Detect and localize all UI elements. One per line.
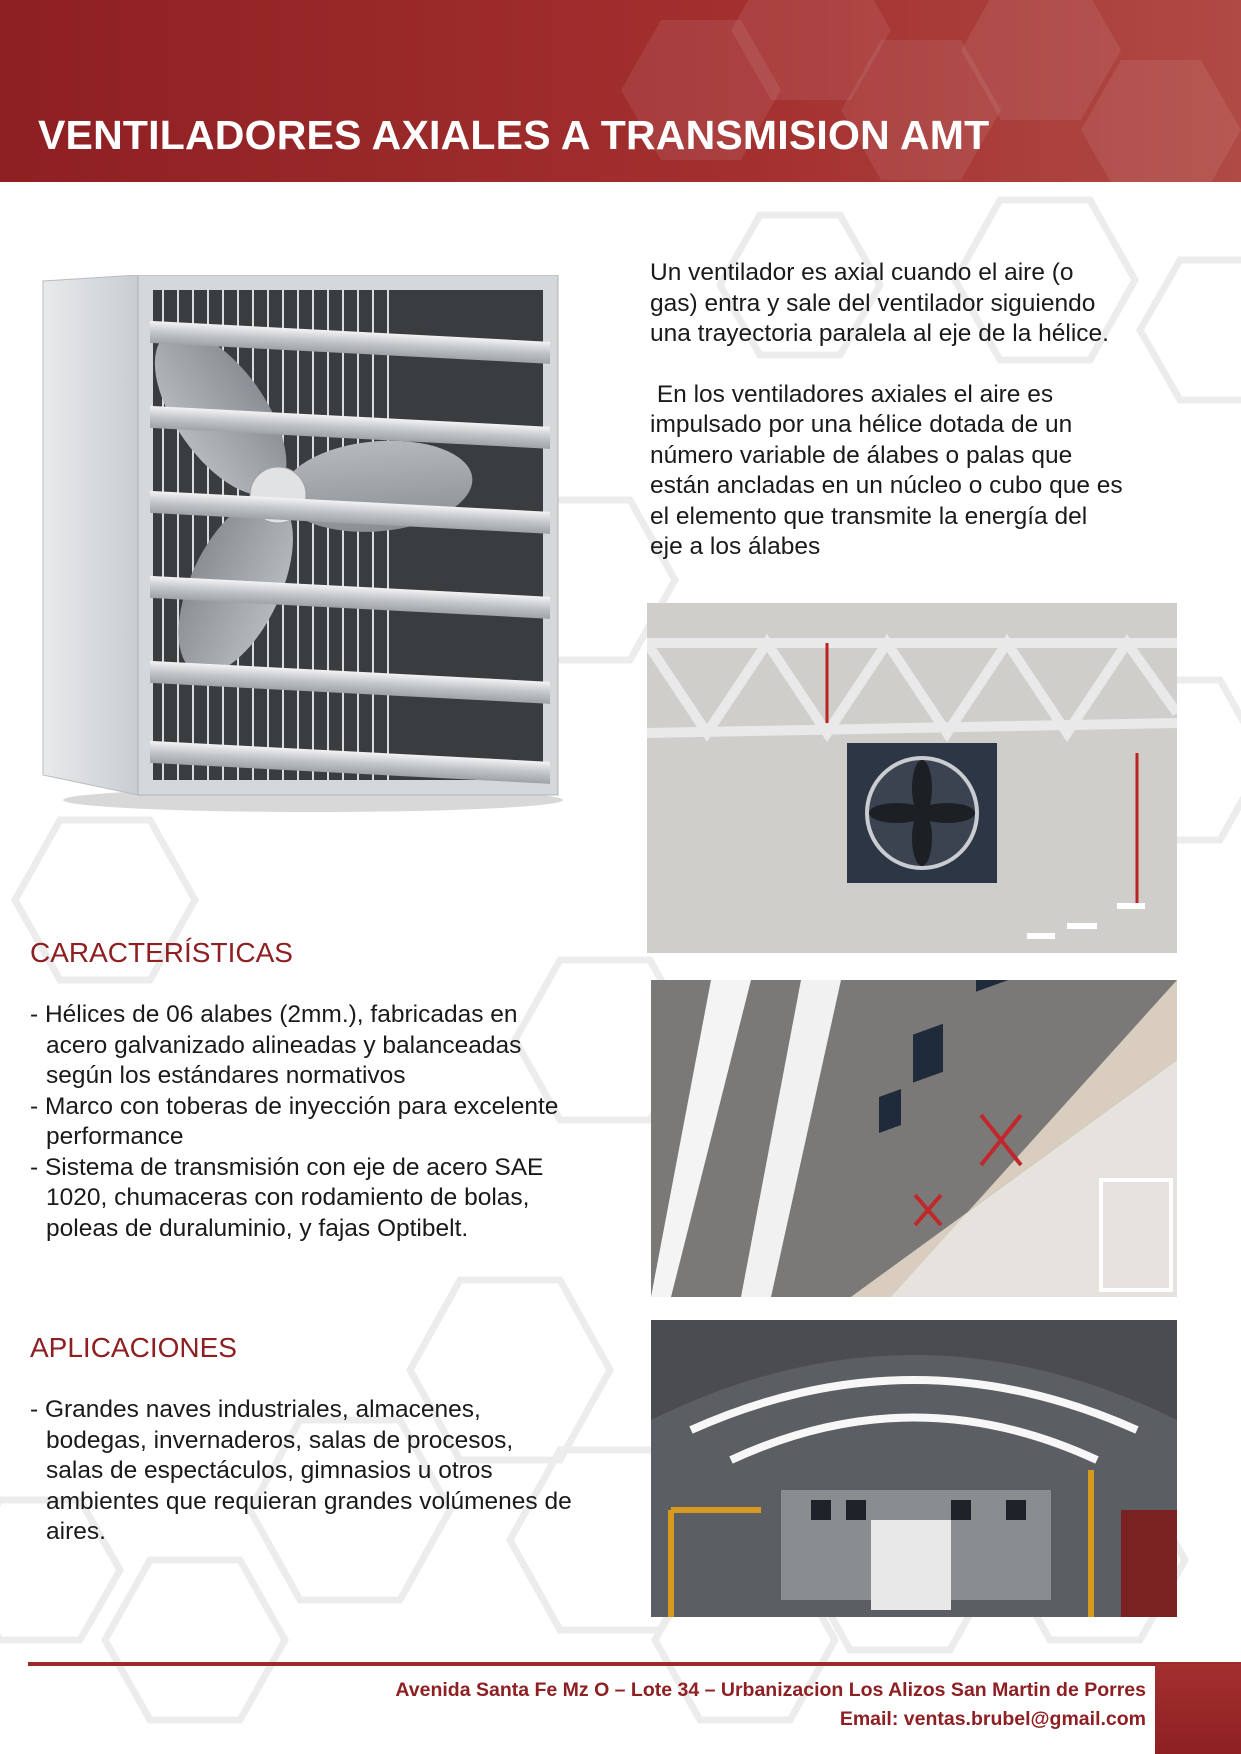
footer-accent-band: [1155, 1664, 1241, 1754]
caracteristicas-list: [30, 1000, 575, 1244]
list-item: - Grandes naves industriales, almacenes, bodegas, invernaderos, salas de procesos, salas de espectáculos, gimnasios u otros ambientes que requieran grandes volúmenes de aires.: [30, 1396, 572, 1545]
ceiling-fan-photo: [647, 603, 1177, 953]
list-item: - Hélices de 06 alabes (2mm.), fabricadas en acero galvanizado alineadas y balanceadas según los estándares normativos: [30, 1001, 522, 1089]
footer-address: Avenida Santa Fe Mz O – Lote 34 – Urbanizacion Los Alizos San Martin de Porres: [395, 1679, 1146, 1701]
footer-email: Email: ventas.brubel@gmail.com: [839, 1708, 1146, 1730]
aplicaciones-list: [30, 1395, 575, 1548]
industrial-hall-photo: [651, 1320, 1177, 1617]
section-title-aplicaciones: APLICACIONES: [30, 1332, 237, 1363]
intro-paragraph-2: En los ventiladores axiales el aire es impulsado por una hélice dotada de un número variable de álabes o palas que están ancladas en un núcleo o cubo que es el elemento que transmite la energía del eje a los álabes: [650, 380, 1123, 560]
footer-divider: [28, 1662, 1241, 1666]
list-item: - Marco con toberas de inyección para excelente performance: [30, 1092, 559, 1150]
page-title: VENTILADORES AXIALES A TRANSMISION AMT: [38, 112, 990, 158]
intro-text: [650, 258, 1190, 593]
axial-fan-product-image: [38, 275, 568, 815]
footer-contact: [395, 1676, 1146, 1734]
wall-fans-warehouse-photo: [651, 980, 1177, 1297]
intro-paragraph-1: Un ventilador es axial cuando el aire (o gas) entra y sale del ventilador siguiendo una trayectoria paralela al eje de la hélice.: [650, 259, 1109, 347]
section-title-caracteristicas: CARACTERÍSTICAS: [30, 937, 293, 968]
header-banner: [0, 0, 1241, 182]
list-item: - Sistema de transmisión con eje de acero SAE 1020, chumaceras con rodamiento de bolas, poleas de duraluminio, y fajas Optibelt.: [30, 1153, 544, 1242]
